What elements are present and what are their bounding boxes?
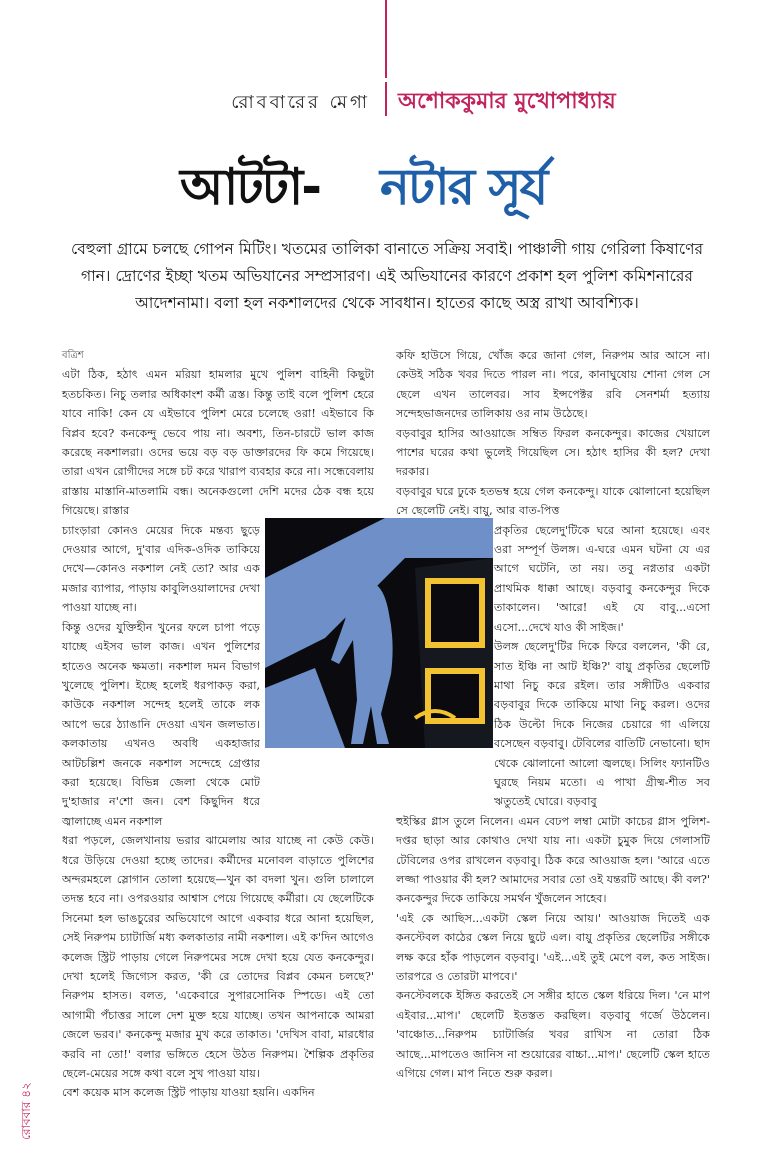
header-divider [385, 82, 387, 116]
story-title [180, 150, 620, 220]
paragraph: হুইস্কির গ্লাস তুলে নিলেন। এমন বেঢপ লম্বা মোটা কাচের গ্লাস পুলিশ-দপ্তর ছাড়া আর কোথাও দেখা যায় না। একটা চুমুক দিয়ে গেলাসটি টেবিলের ওপর রাখলেন বড়বাবু। ঠিক করে আওয়াজ হল। 'আরে এতে লজ্জা পাওয়ার কী হল? আমাদের সবার তো ওই যন্তরটি আছে। কী বল?' কনকেন্দুর দিকে তাকিয়ে সমর্থন খুঁজলেন সাহেব। [396, 814, 710, 906]
paragraph: কনস্টেবলকে ইঙ্গিত করতেই সে সঙ্গীর হাতে স্কেল ধরিয়ে দিল। 'নে মাপ এইবার...মাপ।' ছেলেটি ইতস্তত করছিল। বড়বাবু গর্জে উঠলেন। 'বাঞ্চোত...নিরুপম চ্যাটার্জির খবর রাখিস না তোরা ঠিক আছে...মাপতেও জানিস না শুয়োরের বাচ্চা...মাপ।' ছেলেটি স্কেল হাতে এগিয়ে গেল। মাপ নিতে শুরু করল। [396, 989, 710, 1081]
story-illustration [265, 518, 493, 748]
paragraph-wrapped: প্রকৃতির ছেলেদু'টিকে ঘরে আনা হয়েছে। এবং ওরা সম্পূর্ণ উলঙ্গ। এ-ঘরে এমন ঘটনা যে এর আগে ঘটেনি, তা নয়। তবু নগ্নতার একটা প্রাথমিক ধাক্কা আছে। বড়বাবু কনকেন্দুর দিকে তাকালেন। 'আরে! এই যে বাবু...এসো এসো...দেখে যাও কী সাইজ।' [494, 523, 710, 634]
paragraph: এটা ঠিক, হঠাৎ এমন মরিয়া হামলার মুখে পুলিশ বাহিনী কিছুটা হতচকিত। নিচু তলার অধিকাংশ কর্মী ত্রস্ত। কিন্তু তাই বলে পুলিশ হেরে যাবে নাকি! কেন যে এইভাবে পুলিশ মেরে চলেছে ওরা! এইভাবে কি বিপ্লব হবে? কনকেন্দু ভেবে পায় না। অবশ্য, তিন-চারটে ভাল কাজ করেছে নকশালরা। ওদের ভয়ে বড় বড় ডাক্তারদের ফি কমে গিয়েছে। তারা এখন রোগীদের সঙ্গে চট করে খারাপ ব্যবহার করে না। সন্ধেবেলায় রাস্তায় মাস্তানি-মাতলামি বন্ধ। অনেকগুলো দেশি মদের ঠেক বন্ধ হয়ে গিয়েছে। রাস্তার [62, 368, 374, 518]
title-part-2: নটার সূর্য [380, 158, 547, 216]
paragraph: ধরা পড়লে, জেলখানায় ভরার ঝামেলায় আর যাচ্ছে না কেউ কেউ। ধরে উড়িয়ে দেওয়া হচ্ছে তাদের। কর্মীদের মনোবল বাড়াতে পুলিশের অন্দরমহলে স্লোগান তোলা হয়েছে—খুন কা বদলা খুন। গুলি চালালে তদন্ত হবে না। ওপরওয়ার আশ্বাস পেয়ে গিয়েছে কর্মীরা। যে ছেলেটিকে সিনেমা হল ভাঙচুরের অভিযোগে আগে একবার ধরে আনা হয়েছিল, সেই নিরুপম চ্যাটার্জি মধ্য কলকাতার নামী নকশাল। এই ক'দিন আগেও কলেজ স্ট্রিট পাড়ায় গেলে নিরুপমের সঙ্গে দেখা হয়ে যেত কনকেন্দুর। দেখা হলেই জিগ্যেস করত, 'কী রে তোদের বিপ্লব কেমন চলছে?' নিরুপম হাসত। বলত, 'একেবারে সুপারসোনিক স্পিডে। এই তো আগামী পঁচাত্তর সালে দেশ মুক্ত হয়ে যাচ্ছে। তখন আপনাকে আমরা জেলে ভরব।' কনকেন্দু মজার মুখ করে তাকাত। 'দেখিস বাবা, মারধোর করবি না তো!' বলার ভঙ্গিতে হেসে উঠত নিরুপম। শৈল্পিক প্রকৃতির ছেলে-মেয়ের সঙ্গে কথা বলে সুখ পাওয়া যায়। [62, 834, 374, 1081]
series-label: রোববারের মেগা [231, 92, 370, 113]
title-part-1: আটটা- [180, 158, 321, 216]
paragraph: বেশ কয়েক মাস কলেজ স্ট্রিট পাড়ায় যাওয়া হয়নি। একদিন [62, 1086, 315, 1100]
paragraph-wrapped: উলঙ্গ ছেলেদু'টির দিকে ফিরে বললেন, 'কী রে, সাত ইঞ্চি না আট ইঞ্চি?' বায়ু প্রকৃতির ছেলেটি মাথা নিচু করে রইল। তার সঙ্গীটিও একবার বড়বাবুর দিকে তাকিয়ে মাথা নিচু করল। ওদের ঠিক উল্টো দিকে নিজের চেয়ারে গা এলিয়ে বসেছেন বড়বাবু। টেবিলের বাতিটি নেভানো। ছাদ থেকে ঝোলানো আলো জ্বলছে। সিলিং ফ্যানটিও ঘুরছে নিয়ম মতো। এ পাখা গ্রীষ্ম-শীত সব ঋতুতেই ঘোরে। বড়বাবু [494, 640, 710, 809]
paragraph-wrapped: চ্যাংড়ারা কোনও মেয়ের দিকে মন্তব্য ছুড়ে দেওয়ার আগে, দু'বার এদিক-ওদিক তাকিয়ে দেখে—কোনও নকশাল নেই তো? আর এক মজার ব্যাপার, পাড়ায় কাবুলিওয়ালাদের দেখা পাওয়া যাচ্ছে না। [62, 523, 260, 615]
author-name: অশোককুমার মুখোপাধ্যায় [398, 88, 616, 114]
lead-paragraph: বেহুলা গ্রামে চলছে গোপন মিটিং। খতমের তালিকা বানাতে সক্রিয় সবাই। পাঞ্চালী গায় গেরিলা কিষাণের গান। দ্রোণের ইচ্ছা খতম অভিযানের সম্প্রসারণ। এই অভিযানের কারণে প্রকাশ হল পুলিশ কমিশনারের আদেশনামা। বলা হল নকশালদের থেকে সাবধান। হাতের কাছে অস্ত্র রাখা আবশ্যিক। [70, 240, 704, 312]
paragraph: কফি হাউসে গিয়ে, খোঁজ করে জানা গেল, নিরুপম আর আসে না। কেউই সঠিক খবর দিতে পারল না। পরে, কানাঘুষোয় শোনা গেল সে ছেলে এখন তালেবর। সাব ইন্সপেক্টর রবি সেনশর্মা হত্যায় সন্দেহভাজনদের তালিকায় ওর নাম উঠেছে। [396, 349, 710, 421]
page-footer [18, 1010, 38, 1140]
top-rule [385, 0, 387, 78]
paragraph-wrapped: কিন্তু ওদের যুক্তিহীন খুনের ফলে চাপা পড়ে যাচ্ছে এইসব ভাল কাজ। এখন পুলিশের হাতেও অনেক ক্ষমতা। নকশাল দমন বিভাগ খুলেছে পুলিশ। ইচ্ছে হলেই ধরপাকড় করা, কাউকে নকশাল সন্দেহ হলেই তাকে লক আপে ভরে ঠ্যাঙানি দেওয়া এখন জলভাত। কলকাতায় এখনও অবধি একহাজার আটচল্লিশ জনকে নকশাল সন্দেহে গ্রেপ্তার করা হয়েছে। বিভিন্ন জেলা থেকে মোট দু'হাজার ন'শো জন। বেশ কিছুদিন ধরে জ্বালাচ্ছে এমন নকশাল [62, 620, 260, 828]
paragraph: বড়বাবুর হাসির আওয়াজে সম্বিত ফিরল কনকেন্দুর। কাজের খেয়ালে পাশের ঘরের কথা ভুলেই গিয়েছিল সে। হঠাৎ হাসির কী হল? দেখা দরকার। [396, 426, 710, 479]
chapter-label: বত্রিশ [62, 350, 84, 361]
illustration-art [265, 518, 493, 748]
paragraph: বড়বাবুর ঘরে ঢুকে হতভম্ব হয়ে গেল কনকেন্দু। যাকে ঝোলানো হয়েছিল সে ছেলেটি নেই। বায়ু, আর বাত-পিত্ত [396, 484, 710, 518]
paragraph: 'এই কে আছিস...একটা স্কেল নিয়ে আয়।' আওয়াজ দিতেই এক কনস্টেবল কাঠের স্কেল নিয়ে ছুটে এল। বায়ু প্রকৃতির ছেলেটির সঙ্গীকে লক্ষ করে হাঁক পাড়লেন বড়বাবু। 'এই...এই তুই মেপে বল, কত সাইজ। তারপরে ও তোরটা মাপবে।' [396, 911, 710, 983]
page-number: রোববার ৪২ [19, 1082, 33, 1140]
